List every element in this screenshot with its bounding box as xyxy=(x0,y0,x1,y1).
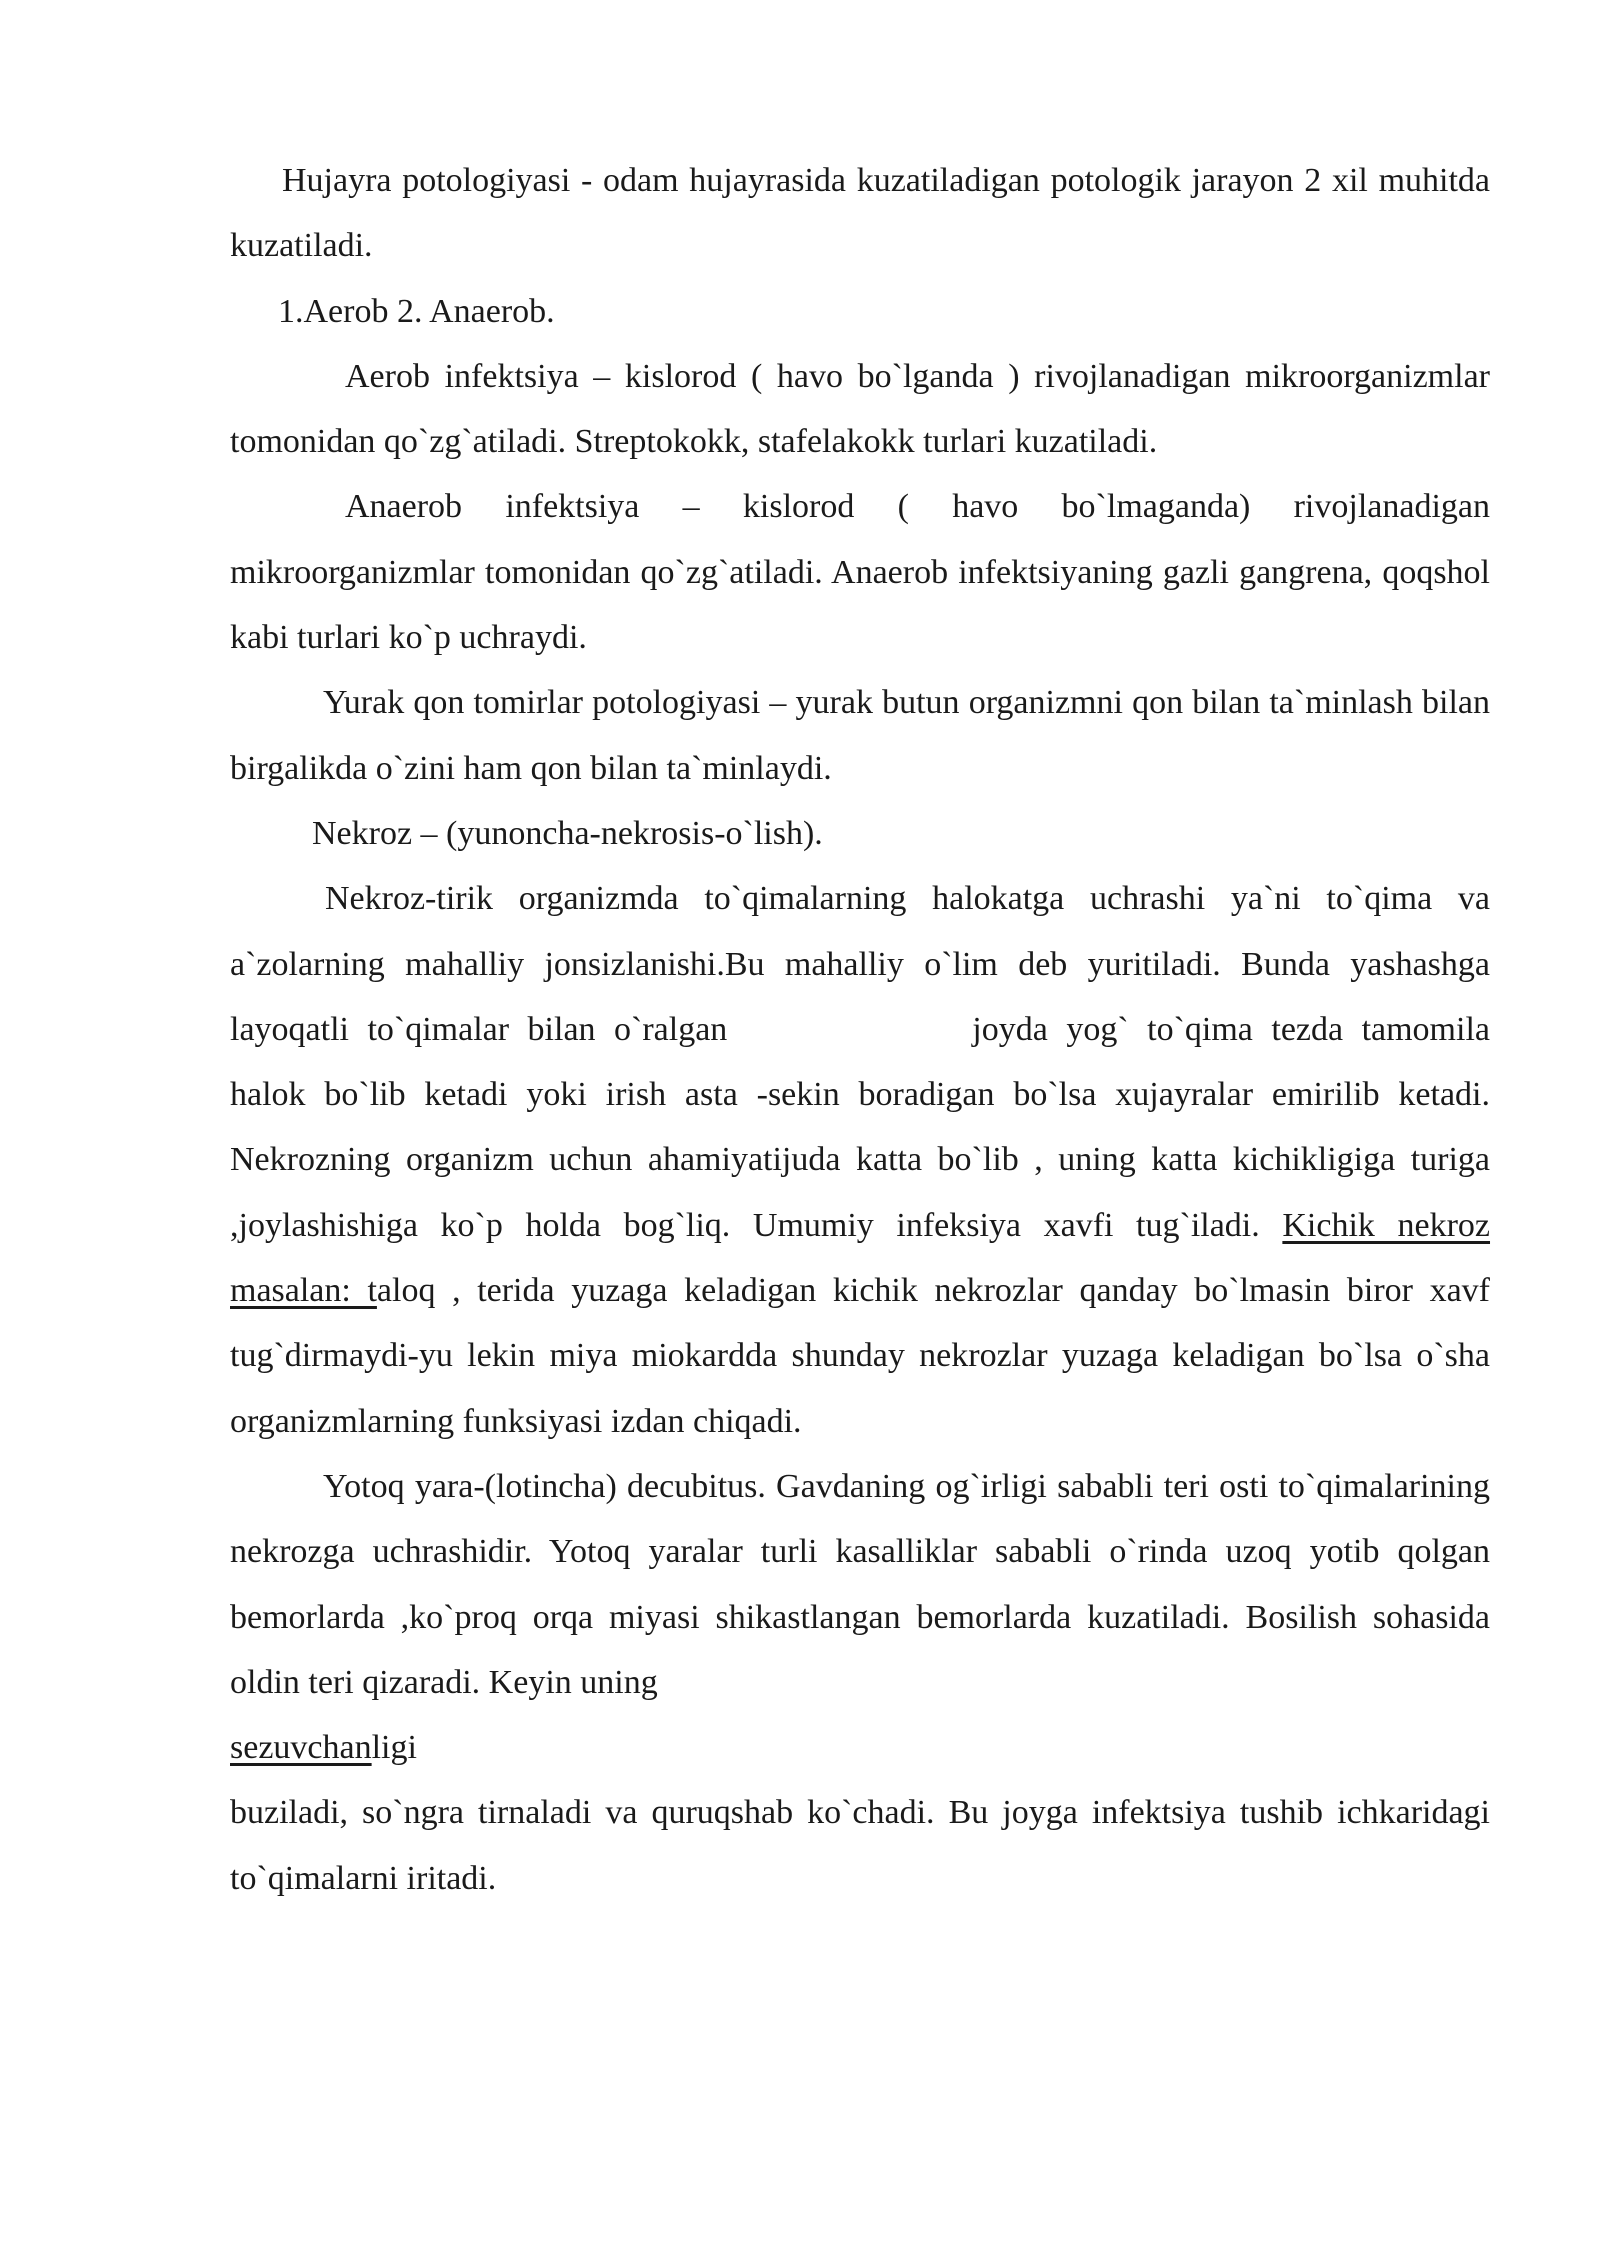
bedsore-text-part1: Yotoq yara-(lotincha) decubitus. Gavdaning og`irligi sababli teri osti to`qimalarining nekrozga uchrashidir. Yotoq yaralar turli kasalliklar sababli o`rinda uzoq yotib qolgan bemorlarda ,ko`proq orqa miyasi shikastlangan bemorlarda kuzatiladi. Bosilish sohasida oldin teri qizaradi. Keyin uning xyxy=(230,1467,1490,1701)
underlined-sensitivity: sezuvchan xyxy=(230,1729,372,1767)
paragraph-bedsore xyxy=(230,1454,1490,1780)
necrosis-text-part3: aloq , terida yuzaga keladigan kichik nekrozlar qanday bo`lmasin biror xavf tug`dirmaydi-yu lekin miya miokardda shunday nekrozlar yuzaga keladigan bo`lsa o`sha organizmlarning funksiyasi izdan chiqadi. xyxy=(230,1272,1491,1440)
paragraph-cell-pathology: Hujayra potologiyasi - odam hujayrasida kuzatiladigan potologik jarayon 2 xil muhitda kuzatiladi. xyxy=(230,162,1490,265)
paragraph-aerobic-infection: Aerob infektsiya – kislorod ( havo bo`lganda ) rivojlanadigan mikroorganizmlar tomonidan qo`zg`atiladi. Streptokokk, stafelakokk turlari kuzatiladi. xyxy=(230,357,1490,461)
paragraph-anaerobic-infection: Anaerob infektsiya – kislorod ( havo bo`lmaganda) rivojlanadigan mikroorganizmlar tomonidan qo`zg`atiladi. Anaerob infektsiyaning gazli gangrena, qoqshol kabi turlari ko`p uchraydi. xyxy=(230,488,1490,657)
necrosis-text-part2: joyda yog` to`qima tezda tamomila halok bo`lib ketadi yoki irish asta -sekin boradigan bo`lsa xujayralar emirilib ketadi. Nekrozning organizm uchun ahamiyatijuda katta bo`lib , uning katta kichikligiga turiga ,joylashishiga ko`p holda bog`liq. Umumiy infeksiya xavfi tug`iladi. xyxy=(230,1010,1490,1244)
paragraph-necrosis-heading: Nekroz – (yunoncha-nekrosis-o`lish). xyxy=(312,814,823,852)
paragraph-necrosis-description xyxy=(230,866,1490,1454)
underlined-small-necrosis: Kichik nekroz xyxy=(1282,1206,1491,1244)
paragraph-bedsore-continued: buziladi, so`ngra tirnaladi va quruqshab ko`chadi. Bu joyga infektsiya tushib ichkaridagi to`qimalarni iritadi. xyxy=(230,1794,1490,1897)
paragraph-types-list: 1.Aerob 2. Anaerob. xyxy=(278,292,555,330)
necrosis-text-part1: Nekroz-tirik organizmda to`qimalarning halokatga uchrashi ya`ni to`qima va a`zolarning mahalliy jonsizlanishi.Bu mahalliy o`lim deb yuritiladi. Bunda yashashga layoqatli to`qimalar bilan o`ralgan xyxy=(230,880,1490,1048)
bedsore-text-part2: ligi xyxy=(371,1729,417,1767)
paragraph-cardiovascular-pathology: Yurak qon tomirlar potologiyasi – yurak butun organizmni qon bilan ta`minlash bilan birgalikda o`zini ham qon bilan ta`minlaydi. xyxy=(230,684,1490,787)
underlined-example: masalan: t xyxy=(230,1272,377,1310)
document-page xyxy=(230,148,1490,1911)
